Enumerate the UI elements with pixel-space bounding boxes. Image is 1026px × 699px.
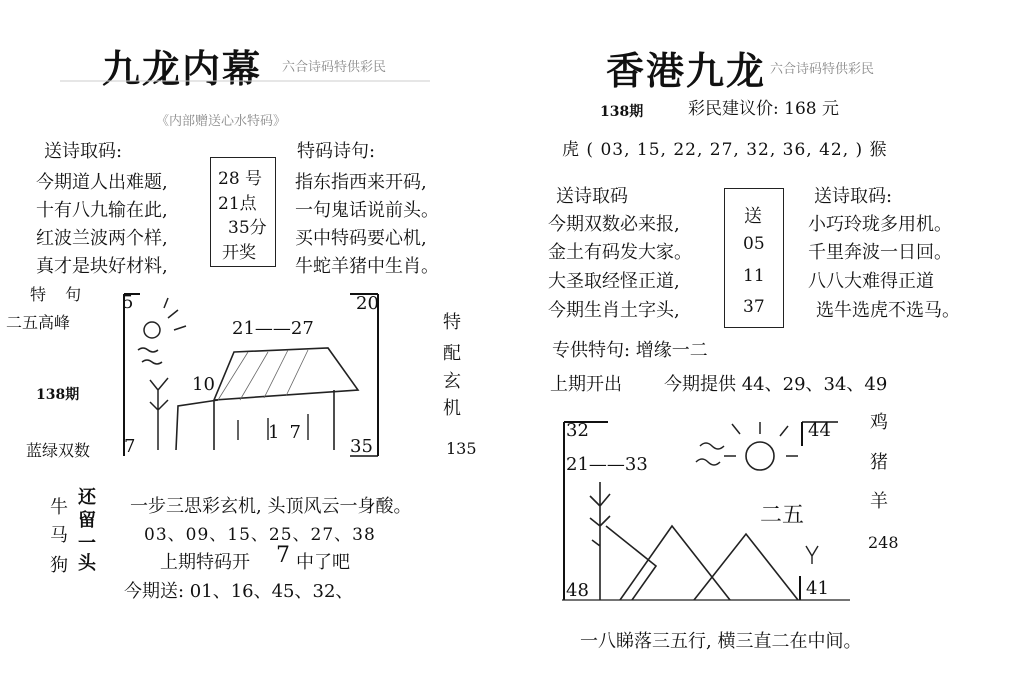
right-price: 彩民建议价: 168 元 bbox=[688, 99, 839, 119]
left-vertical-char: 配 bbox=[443, 343, 461, 364]
left-line-4: 今期送: 01、16、45、32、 bbox=[124, 581, 354, 602]
left-box-line: 28 号 bbox=[218, 169, 263, 189]
left-sketch-number: 10 bbox=[192, 374, 215, 395]
right-box-line: 11 bbox=[743, 266, 765, 286]
right-tiger-line: 虎 ( 03, 15, 22, 27, 32, 36, 42, ) 猴 bbox=[562, 140, 888, 160]
left-box-line: 35分 bbox=[228, 218, 267, 238]
left-box-line: 21点 bbox=[218, 194, 257, 214]
left-title: 九龙内幕 bbox=[102, 46, 263, 91]
right-sketch-corner-bl: 48 bbox=[566, 580, 589, 601]
right-send-label-left: 送诗取码 bbox=[556, 186, 628, 207]
left-special-verse-label: 特 句 bbox=[30, 285, 82, 304]
left-special-verse: 二五高峰 bbox=[6, 313, 71, 332]
right-sketch-corner-tl: 32 bbox=[566, 420, 589, 441]
left-blue-green-label: 蓝绿双数 bbox=[26, 441, 91, 460]
right-issue-number: 138期 bbox=[600, 104, 644, 120]
left-sketch-corner-bl: 7 bbox=[124, 436, 136, 457]
left-keep-char: 头 bbox=[78, 553, 96, 574]
right-title: 香港九龙 bbox=[606, 48, 767, 93]
right-today-offer: 今期提供 44、29、34、49 bbox=[664, 374, 888, 395]
left-keep-char: 留 bbox=[78, 510, 96, 531]
left-vertical-char: 机 bbox=[443, 398, 461, 419]
left-keep-char: 一 bbox=[78, 533, 96, 554]
right-poem-right-line: 八八大难得正道 bbox=[808, 271, 934, 292]
right-tagline: 六合诗码特供彩民 bbox=[770, 62, 875, 77]
right-number-248: 248 bbox=[868, 533, 899, 552]
left-issue-number: 138期 bbox=[36, 387, 80, 403]
left-special-poem-line: 牛蛇羊猪中生肖。 bbox=[295, 256, 439, 277]
right-vertical-char: 猪 bbox=[870, 452, 888, 473]
right-poem-line: 金土有码发大家。 bbox=[548, 242, 692, 263]
right-vertical-char: 鸡 bbox=[870, 412, 888, 433]
left-send-poem-label: 送诗取码: bbox=[44, 141, 123, 162]
right-box-line: 37 bbox=[743, 297, 765, 317]
right-box-line: 送 bbox=[744, 206, 762, 227]
right-sketch-label: 二五 bbox=[760, 503, 805, 528]
left-zodiac: 狗 bbox=[50, 555, 68, 576]
left-poem-line: 今期道人出难题, bbox=[36, 172, 168, 193]
left-poem-line: 红波兰波两个样, bbox=[36, 228, 168, 249]
left-poem-line: 十有八九输在此, bbox=[36, 200, 168, 221]
right-box-line: 05 bbox=[743, 234, 765, 254]
left-sketch-corner-tl: 5 bbox=[122, 292, 134, 313]
right-poem-right-line: 选牛选虎不选马。 bbox=[816, 300, 960, 321]
left-special-poem-label: 特码诗句: bbox=[297, 141, 376, 162]
left-special-poem-line: 指东指西来开码, bbox=[295, 172, 427, 193]
left-subtitle: 《内部赠送心水特码》 bbox=[156, 114, 287, 129]
left-poem-line: 真才是块好材料, bbox=[36, 256, 168, 277]
right-sketch-mid-label: 21——33 bbox=[566, 454, 648, 475]
left-special-poem-line: 买中特码要心机, bbox=[295, 228, 427, 249]
left-special-poem-line: 一句鬼话说前头。 bbox=[295, 200, 439, 221]
left-sketch-corner-tr: 20 bbox=[356, 293, 379, 314]
left-keep-char: 还 bbox=[78, 487, 96, 508]
left-sketch-corner-br: 35 bbox=[350, 436, 373, 457]
left-number-135: 135 bbox=[446, 439, 477, 458]
left-vertical-char: 特 bbox=[443, 312, 461, 333]
right-poem-line: 今期双数必来报, bbox=[548, 214, 680, 235]
right-sketch-corner-br: 41 bbox=[806, 578, 829, 599]
left-line-2: 03、09、15、25、27、38 bbox=[144, 525, 376, 545]
left-line-3-c: 中了吧 bbox=[296, 552, 350, 573]
left-sketch-bottom: 17 bbox=[268, 422, 311, 443]
left-line-3-a: 上期特码开 bbox=[160, 552, 250, 573]
left-zodiac: 牛 bbox=[50, 497, 68, 518]
right-poem-right-line: 小巧玲珑多用机。 bbox=[808, 214, 952, 235]
left-sketch-mid-label: 21——27 bbox=[232, 318, 314, 339]
right-poem-right-line: 千里奔波一日回。 bbox=[808, 242, 952, 263]
right-send-label-right: 送诗取码: bbox=[814, 186, 893, 207]
left-zodiac: 马 bbox=[50, 525, 68, 546]
right-sketch-corner-tr: 44 bbox=[808, 420, 831, 441]
left-box-line: 开奖 bbox=[222, 243, 256, 263]
left-vertical-char: 玄 bbox=[443, 371, 461, 392]
right-bottom-line: 一八睇落三五行, 横三直二在中间。 bbox=[580, 631, 862, 652]
right-last-open: 上期开出 bbox=[550, 374, 622, 395]
right-special-line: 专供特句: 增缘一二 bbox=[552, 340, 708, 361]
left-title-rule bbox=[60, 80, 440, 84]
left-line-3-b: 7 bbox=[276, 543, 290, 568]
right-poem-line: 大圣取经怪正道, bbox=[548, 271, 680, 292]
right-poem-line: 今期生肖土字头, bbox=[548, 300, 680, 321]
right-vertical-char: 羊 bbox=[870, 491, 888, 512]
left-tagline: 六合诗码特供彩民 bbox=[282, 60, 387, 75]
left-line-1: 一步三思彩玄机, 头顶风云一身酸。 bbox=[130, 496, 412, 517]
